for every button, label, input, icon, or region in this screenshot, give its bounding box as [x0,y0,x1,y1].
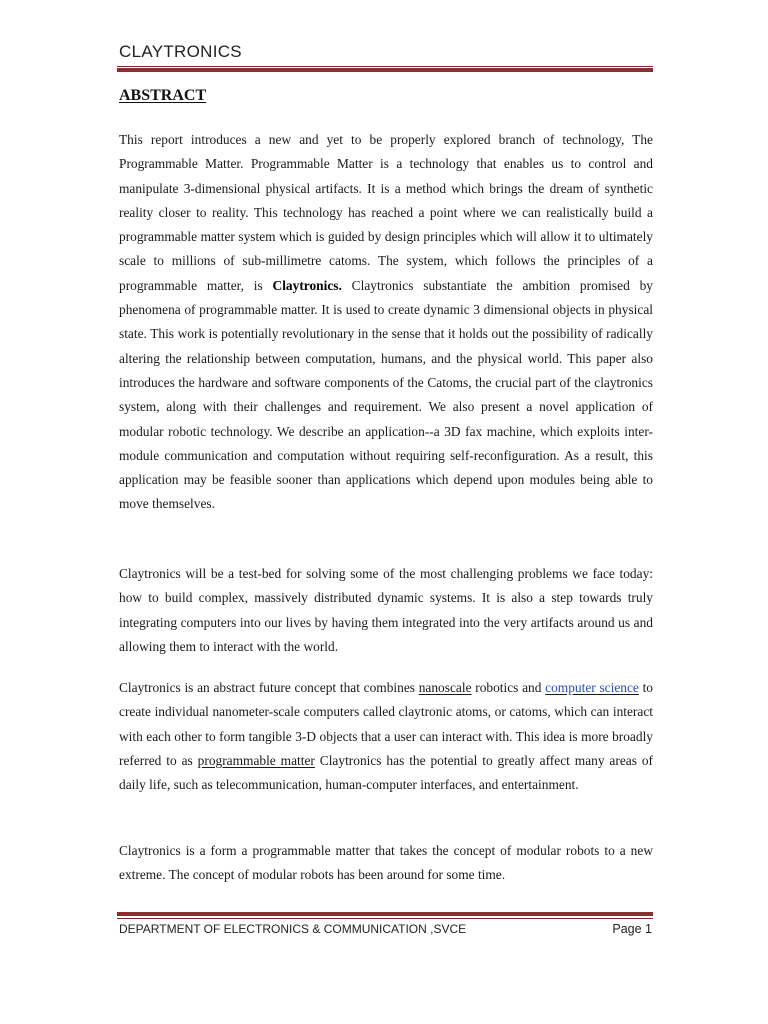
footer-rule-thick [117,912,653,916]
section-heading-abstract: ABSTRACT [119,87,207,104]
footer-department: DEPARTMENT OF ELECTRONICS & COMMUNICATION ,SVCE [119,922,467,936]
paragraph-text: to create individual nanometer-scale computers called claytronic atoms, or catoms, which can interact with each other to form tangible 3-D objects that a user can interact with. This idea is more broadly referred to as [119,680,653,768]
link-rest-part: omputer science [551,680,639,695]
paragraph-text: This report introduces a new and yet to be properly explored branch of technology, The Programmable Matter. Programmable Matter is a technology that enables us to control and manipulate 3-dimensional physical artifacts. It is a method which brings the dream of synthetic reality closer to reality. This technology has reached a point where we can realistically build a programmable matter system which is guided by design principles which will allow it to ultimately scale to millions of sub-millimetre catoms. The system, which follows the principles of a programmable matter, is [119,132,653,293]
link-programmable-matter[interactable]: programmable matter [197,752,315,768]
link-computer-science[interactable] [545,680,639,695]
paragraph-abstract-4: Claytronics is a form a programmable matter that takes the concept of modular robots to a new extreme. The concept of modular robots has been around for some time. [119,843,653,883]
paragraph-abstract-2: Claytronics will be a test-bed for solving some of the most challenging problems we face today: how to build complex, massively distributed dynamic systems. It is also a step towards truly integrating computers into our lives by having them integrated into the very artifacts around us and allowing them to interact with the world. [119,566,653,654]
header-rule-thick [117,68,653,72]
paragraph-text: Claytronics has the potential to greatly affect many areas of daily life, such as telecommunication, human-computer interfaces, and entertainment. [119,752,653,793]
running-header-title: CLAYTRONICS [119,42,242,61]
footer-page-number: Page 1 [612,922,652,936]
bold-term-claytronics: Claytronics. [272,277,342,293]
paragraph-text: robotics and [471,680,546,695]
paragraph-abstract-3 [119,676,653,797]
paragraph-text: Claytronics is an abstract future concept that combines [119,680,419,695]
header-rule-thin [117,66,653,67]
link-nanoscale[interactable]: nanoscale [418,680,472,695]
link-first-letter: c [545,680,552,695]
paragraph-abstract-1 [119,128,653,517]
paragraph-text: Claytronics substantiate the ambition promised by phenomena of programmable matter. It is used to create dynamic 3 dimensional objects in physical state. This work is potentially revolutionary in the sense that it holds out the possibility of radically altering the relationship between computation, humans, and the physical world. This paper also introduces the hardware and software components of the Catoms, the crucial part of the claytronics system, along with their challenges and requirement. We also present a novel application of modular robotic technology. We describe an application--a 3D fax machine, which exploits inter-module communication and computation without requiring self-reconfiguration. As a result, this application may be feasible sooner than applications which depend upon modules being able to move themselves. [119,277,653,512]
footer-rule-thin [117,918,653,919]
